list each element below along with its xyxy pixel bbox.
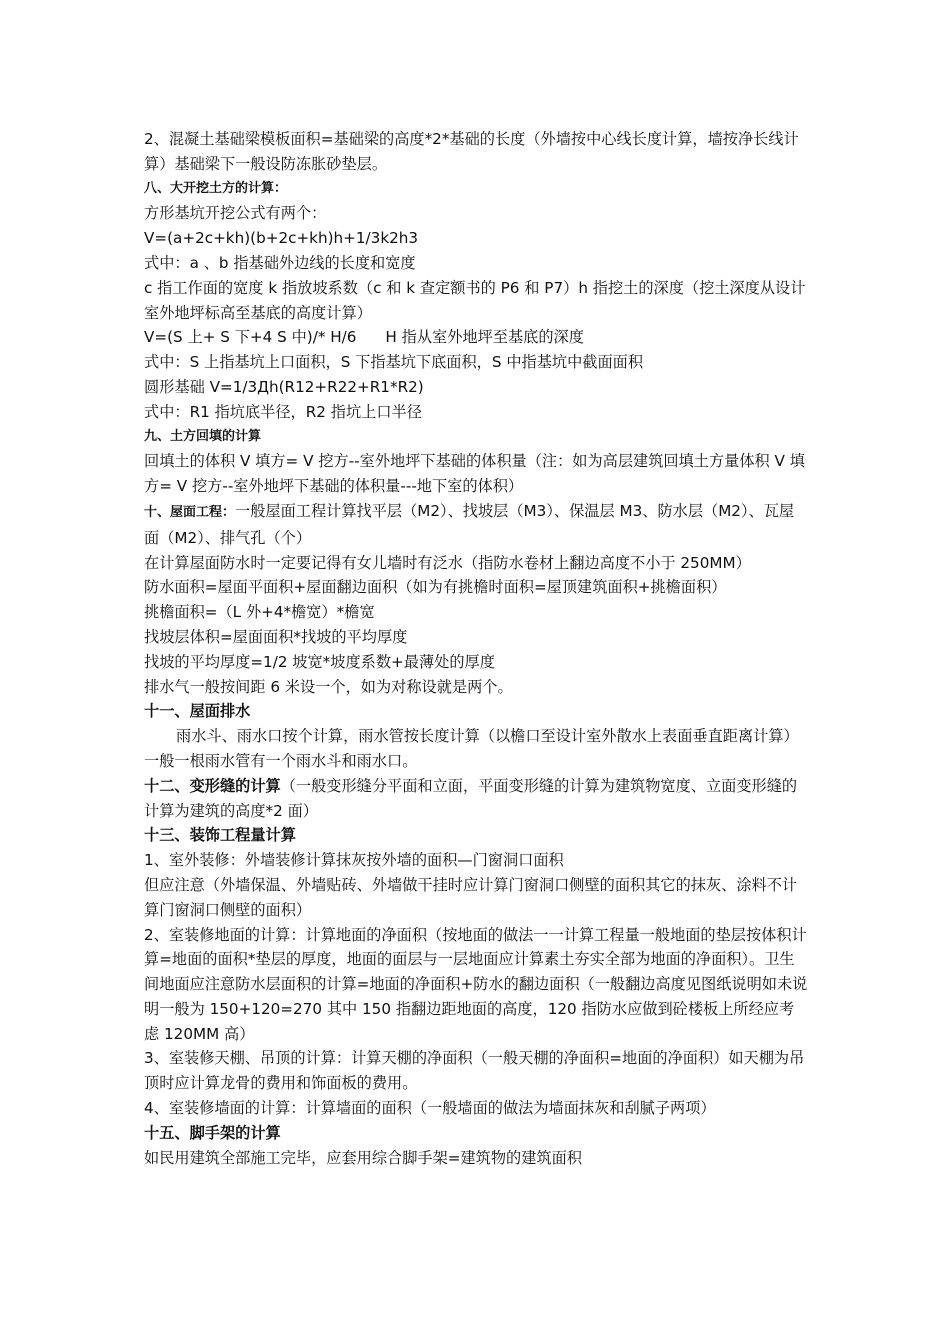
paragraph: 方形基坑开挖公式有两个：	[144, 204, 327, 223]
paragraph: c 指工作面的宽度 k 指放坡系数（c 和 k 查定额书的 P6 和 P7）h 指挖土的深度（挖土深度从设计室外地坪标高至基底的高度计算）	[144, 278, 806, 322]
paragraph-formwork-beam: 2、混凝土基础梁模板面积=基础梁的高度*2*基础的长度（外墙按中心线长度计算，墙按净长线计算）基础梁下一般设防冻胀砂垫层。	[144, 130, 799, 173]
heading-section-13: 十三、装饰工程量计算	[144, 826, 296, 845]
paragraph: 挑檐面积=（L 外+4*檐宽）*檐宽	[144, 603, 375, 622]
paragraph: 式中：S 上指基坑上口面积，S 下指基坑下底面积，S 中指基坑中截面面积	[144, 353, 644, 372]
paragraph: 但应注意（外墙保温、外墙贴砖、外墙做干挂时应计算门窗洞口侧壁的面积其它的抹灰、涂料不计算门窗洞口侧壁的面积）	[144, 875, 798, 919]
heading-section-12: 十二、变形缝的计算	[144, 776, 281, 795]
paragraph: 找坡层体积=屋面面积*找坡的平均厚度	[144, 627, 408, 646]
paragraph: 找坡的平均厚度=1/2 坡宽*坡度系数+最薄处的厚度	[144, 652, 495, 671]
paragraph: 在计算屋面防水时一定要记得有女儿墙时有泛水（指防水卷材上翻边高度不小于 250MM）	[144, 553, 751, 572]
paragraph: 如民用建筑全部施工完毕，应套用综合脚手架=建筑物的建筑面积	[144, 1148, 582, 1167]
formula: 圆形基础 V=1/3Дh(R12+R22+R1*R2)	[144, 377, 424, 396]
paragraph: 式中：a 、b 指基础外边线的长度和宽度	[144, 253, 416, 272]
paragraph: 排水气一般按间距 6 米设一个，如为对称设就是两个。	[144, 677, 513, 696]
heading-section-9: 九、土方回填的计算	[144, 428, 262, 444]
paragraph: 回填土的体积 V 填方= V 挖方--室外地坪下基础的体积量（注：如为高层建筑回填土方量体积 V 填方= V 挖方--室外地坪下基础的体积量---地下室的体积）	[144, 452, 805, 496]
paragraph-section-12	[144, 774, 809, 824]
heading-section-8: 八、大开挖土方的计算：	[144, 180, 288, 196]
formula: V=(S 上+ S 下+4 S 中)/* H/6 H 指从室外地坪至基底的深度	[144, 328, 584, 347]
paragraph: 防水面积=屋面平面积+屋面翻边面积（如为有挑檐时面积=屋顶建筑面积+挑檐面积）	[144, 578, 727, 597]
paragraph: 3、室装修天棚、吊顶的计算：计算天棚的净面积（一般天棚的净面积=地面的净面积）如天棚为吊顶时应计算龙骨的费用和饰面板的费用。	[144, 1049, 805, 1093]
heading-section-15: 十五、脚手架的计算	[144, 1123, 281, 1142]
paragraph: 雨水斗、雨水口按个计算，雨水管按长度计算（以檐口至设计室外散水上表面垂直距离计算）一般一根雨水管有一个雨水斗和雨水口。	[144, 727, 799, 770]
section-10-text: 一般屋面工程计算找平层（M2）、找坡层（M3）、保温层 M3、防水层（M2）、瓦屋面（M2）、排气孔（个）	[144, 501, 795, 547]
paragraph-section-10	[144, 499, 809, 551]
heading-section-11: 十一、屋面排水	[144, 702, 251, 721]
paragraph: 式中：R1 指坑底半径，R2 指坑上口半径	[144, 402, 422, 421]
section-12-text: （一般变形缝分平面和立面，平面变形缝的计算为建筑物宽度、立面变形缝的计算为建筑的高度*2 面）	[144, 776, 798, 820]
paragraph: 1、室外装修：外墙装修计算抹灰按外墙的面积—门窗洞口面积	[144, 851, 564, 870]
formula: V=(a+2c+kh)(b+2c+kh)h+1/3k2h3	[144, 229, 419, 248]
document-body	[144, 127, 809, 1170]
paragraph: 2、室装修地面的计算：计算地面的净面积（按地面的做法一一计算工程量一般地面的垫层按体积计算=地面的面积*垫层的厚度，地面的面层与一层地面应计算素土夯实全部为地面的净面积）。卫生间地面应注意防水层面积的计算=地面的净面积+防水的翻边面积（一般翻边高度见图纸说明如未说明一般为 150+120=270 其中 150 指翻边距地面的高度，120 指防水应做到砼楼板上所经应考虑 120MM 高）	[144, 925, 808, 1043]
heading-section-10: 十、屋面工程：	[144, 504, 236, 520]
paragraph: 4、室装修墙面的计算：计算墙面的面积（一般墙面的做法为墙面抹灰和刮腻子两项）	[144, 1099, 716, 1118]
